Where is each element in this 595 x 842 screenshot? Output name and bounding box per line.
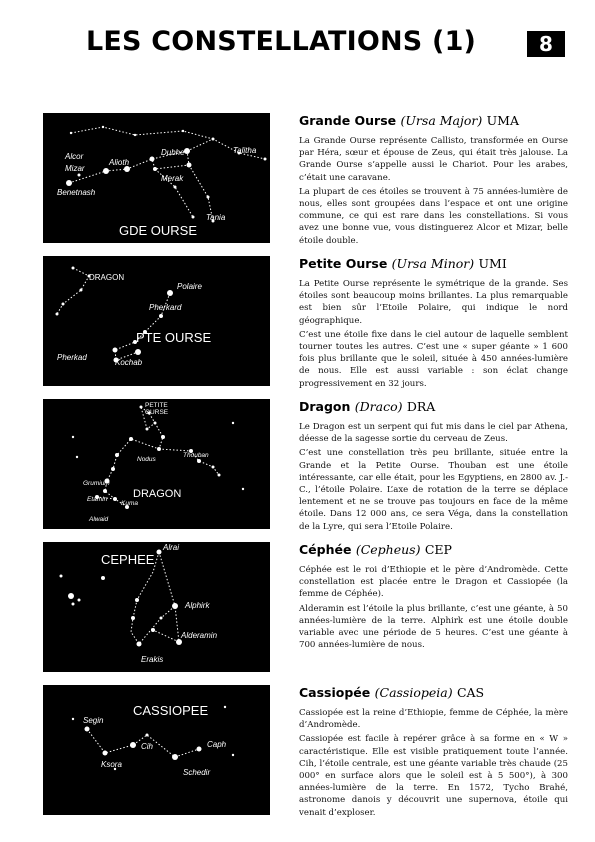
- entry-heading: Céphée (Cepheus) CEP: [299, 542, 452, 557]
- star-label-pherkard: Pherkard: [149, 303, 182, 312]
- entry-heading: Cassiopée (Cassiopeia) CAS: [299, 685, 485, 700]
- star-label-cih: Cih: [141, 742, 154, 751]
- star-label-caph: Caph: [207, 740, 227, 749]
- star-label-alderamin: Alderamin: [181, 631, 218, 640]
- entry-paragraph: Céphée est le roi d’Ethiopie et le père d’Andromède. Cette constellation est placée entre le Dragon et Cassiopée (la femme de Céphée).: [299, 565, 568, 600]
- entry-paragraph: Cassiopée est la reine d’Ethiopie, femme de Céphée, la mère d’Andromède.: [299, 708, 568, 731]
- star-label-mizar: Mizar: [65, 164, 85, 173]
- label-petite: PETITE: [145, 402, 168, 409]
- entry-heading: Grande Ourse (Ursa Major) UMA: [299, 113, 519, 128]
- entry-paragraph: Le Dragon est un serpent qui fut mis dans le ciel par Athena, déesse de la sagesse sortie du cerveau de Zeus.: [299, 422, 568, 445]
- star-label-alcor: Alcor: [65, 152, 84, 161]
- label-dragon: DRAGON: [89, 273, 125, 282]
- entry-heading: Dragon (Draco) DRA: [299, 399, 436, 414]
- entry-paragraph: La plupart de ces étoiles se trouvent à 75 années-lumière de nous, elles sont groupées dans l’espace et ont une origine commune, ce qui est rare dans les constellations. Si vous avez une bonne vue, vous distinguerez Alcor et Mizar, belle étoile double.: [299, 186, 568, 246]
- star-map-grande-ourse: [43, 113, 270, 243]
- star-map-cassiopee: [43, 685, 270, 815]
- star-map-cephee: [43, 542, 270, 672]
- star-map-dragon: [43, 399, 270, 529]
- entry-paragraph: Alderamin est l’étoile la plus brillante, c’est une géante, à 50 années-lumière de la terre. Alphirk est une étoile double variable avec une période de 5 heures. C’est une géante à 700 années-lumière de nous.: [299, 603, 568, 651]
- star-label-pherkad: Pherkad: [57, 353, 87, 362]
- star-label-ksora: Ksora: [101, 760, 122, 769]
- star-label-benetnash: Benetnash: [57, 188, 96, 197]
- constellation-name: CASSIOPEE: [133, 703, 209, 718]
- entry-paragraph: C’est une étoile fixe dans le ciel autour de laquelle semblent tourner toutes les autres. C’est une « super géante » 1 600 fois plus brillante que le soleil, située à 450 années-lumière de nous. Elle est aussi variable : son éclat change progressivement en 32 jours.: [299, 329, 568, 389]
- entry-paragraph: La Grande Ourse représente Callisto, transformée en Ourse par Héra, sœur et épouse de Zeus, qui était très jalouse. La Grande Ourse s’appelle aussi le Chariot. Pour les arabes, c’était une caravane.: [299, 136, 568, 183]
- star-label-nodus: Nodus: [137, 456, 156, 463]
- star-label-polaire: Polaire: [177, 282, 202, 291]
- star-label-kuma: Kuma: [121, 500, 138, 507]
- star-label-kochab: Kochab: [115, 358, 143, 367]
- star-label-dubhe: Dubhe: [161, 148, 185, 157]
- star-label-grumium: Grumium: [83, 480, 110, 487]
- star-label-alphirk: Alphirk: [185, 601, 210, 610]
- page-title: LES CONSTELLATIONS (1): [86, 26, 477, 57]
- star-map-petite-ourse: [43, 256, 270, 386]
- label-ourse: OURSE: [145, 409, 169, 416]
- star-label-alrai: Alrai: [163, 543, 180, 552]
- constellation-name: GDE OURSE: [119, 223, 198, 238]
- star-label-alioth: Alioth: [109, 158, 130, 167]
- entry-paragraph: La Petite Ourse représente le symétrique de la grande. Ses étoiles sont beaucoup moins brillantes. La plus remarquable est bien sûr l’Etoile Polaire, qui indique le nord géographique.: [299, 279, 568, 326]
- page-number: 8: [527, 31, 565, 57]
- entry-dragon: [299, 399, 568, 533]
- star-label-thouban: Thouban: [183, 452, 209, 459]
- entry-paragraph: Cassiopée est facile à repérer grâce à sa forme en « W » caractéristique. Elle est visible pratiquement toute l’année. Cih, l’étoile centrale, est une géante variable très chaude (25 000° en surface alors que le soleil est à 5 500°), à 300 années-lumière de la terre. En 1572, Tycho Brahé, astronome danois y découvrit une supernova, étoile qui venait d’exploser.: [299, 734, 568, 818]
- star-label-talitha: Talitha: [233, 146, 257, 155]
- entry-cassiopee: [299, 685, 568, 819]
- star-label-alwaid: Alwaid: [89, 516, 109, 523]
- star-label-merak: Merak: [161, 174, 184, 183]
- entry-cephee: [299, 542, 568, 651]
- constellation-name: PTE OURSE: [136, 330, 212, 345]
- entry-petite-ourse: [299, 256, 568, 390]
- entry-paragraph: C’est une constellation très peu brillante, située entre la Grande et la Petite Ourse. Thouban est une étoile intéressante, car elle était, pour les Egyptiens, en 2800 av. J.-C., l’étoile Polaire. L’axe de rotation de la terre se déplace lentement et ne se trouve pas toujours en face de la même étoile. Dans 12 000 ans, ce sera Véga, dans la constellation de la Lyre, qui sera l’Etoile Polaire.: [299, 448, 568, 532]
- constellation-name: CEPHEE: [101, 552, 155, 567]
- star-label-etamin: Etamin: [87, 496, 108, 503]
- star-label-tania: Tania: [206, 213, 226, 222]
- entry-grande-ourse: [299, 113, 568, 247]
- star-label-schedir: Schedir: [183, 768, 211, 777]
- star-label-erakis: Erakis: [141, 655, 164, 664]
- constellation-name: DRAGON: [133, 488, 182, 500]
- star-label-segin: Segin: [83, 716, 104, 725]
- entry-heading: Petite Ourse (Ursa Minor) UMI: [299, 256, 507, 271]
